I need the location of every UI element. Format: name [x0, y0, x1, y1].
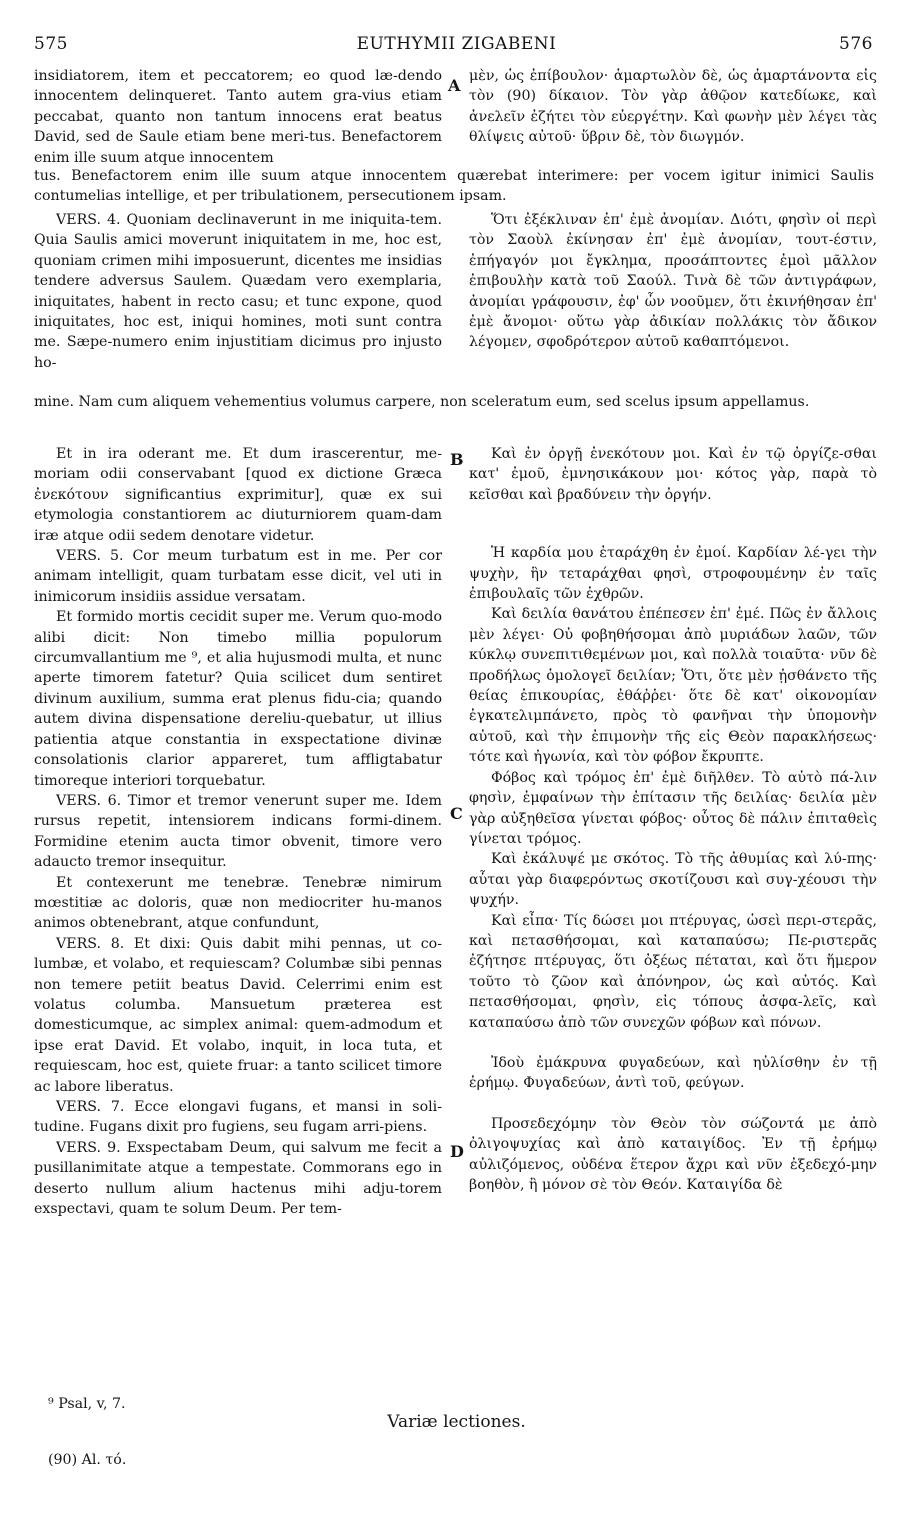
- left-column-ira: [34, 444, 442, 1219]
- left-page-number: 575: [34, 34, 68, 54]
- left-paragraph-vers6: VERS. 6. Timor et tremor venerunt super me. Idem rursus repetit, intensiorem indicans formi-dinem. Formidine etenim aucta timor obvenit, timore vero adaucto tremor insequitur.: [34, 792, 442, 871]
- left-paragraph-formido: Et formido mortis cecidit super me. Verum quo-modo alibi dicit: Non timebo millia populorum circumvallantium me ⁹, et alia hujusmodi multa, et nunc aperte timorem fatetur? Quia scilicet dum sentiret divinum auxilium, summa erat plenus fidu-cia; quando autem divina dispensatione dereliu-quebatur, ut illius patientia atque constantia in exspectatione divinæ consolationis clarior appareret, tum affligtabatur timoreque interiori torquebatur.: [34, 609, 442, 789]
- left-column-vers4: [34, 210, 442, 373]
- margin-letter-a: A: [448, 76, 461, 95]
- right-paragraph-prosedechomen: Προσεδεχόμην τὸν Θεὸν τὸν σώζοντά με ἀπὸ ὀλιγοψυχίας καὶ ἀπὸ καταιγίδος. Ἐν τῇ ἐρήμῳ αὐλιζόμενος, οὐδένα ἕτερον ἄχρι καὶ νῦν ἐξεδεχό-μην βοηθὸν, ἢ μόνον σὲ τὸν Θεόν. Καταιγίδα δὲ: [469, 1115, 877, 1193]
- right-paragraph: μὲν, ὡς ἐπίβουλον· ἁμαρτωλὸν δὲ, ὡς ἁμαρτάνοντα εἰς τὸν (90) δίκαιον. Τὸν γὰρ ἀθῷον κατεδίωκε, καὶ ἀνελεῖν ἐζήτει τὸν εὐεργέτην. Καὶ φωνὴν μὲν λέγει τὰς θλίψεις αὐτοῦ· ὕβριν δὲ, τὸν διωγμόν.: [469, 68, 877, 146]
- footnote-variant: (90) Al. τό.: [48, 1452, 127, 1468]
- right-paragraph-skotos: Καὶ ἐκάλυψέ με σκότος. Τὸ τῆς ἀθυμίας καὶ λύ-πης· αὗται γὰρ διαφερόντως σκοτίζουσι καὶ συγ-χέουσι τὴν ψυχήν.: [469, 851, 877, 909]
- left-paragraph-vers5: VERS. 5. Cor meum turbatum est in me. Per cor animam intelligit, quam turbatam esse dicit, vel uti in inimicorum insidiis assidue versatam.: [34, 548, 442, 605]
- right-page-number: 576: [839, 34, 873, 54]
- margin-letter-d: D: [450, 1142, 464, 1161]
- right-paragraph-deilia: Καὶ δειλία θανάτου ἐπέπεσεν ἐπ' ἐμέ. Πῶς ἐν ἄλλοις μὲν λέγει· Οὐ φοβηθήσομαι ἀπὸ μυριάδων λαῶν, τῶν κύκλῳ συνεπιτιθεμένων μοι, καὶ πολλὰ τοιαῦτα· νῦν δὲ προδήλως ὁμολογεῖ δειλίαν; Ὅτι, ὅτε μὲν ᾐσθάνετο τῆς θείας ἐπικουρίας, ἐθάῤῥει· ὅτε δὲ κατ' οἰκονομίαν ἐγκατελιμπάνετο, πρὸς τὸ φανῆναι τὴν ὑπομονὴν αὐτοῦ, καὶ τὴν ἐπιμονὴν τῆς εἰς Θεὸν παρακλήσεως· τότε καὶ ἠγωνία, καὶ τὸν φόβον ἔκρυπτε.: [469, 606, 877, 766]
- left-paragraph-vers7: VERS. 7. Ecce elongavi fugans, et mansi in soli-tudine. Fugans dixit pro fugiens, seu fugam arri-piens.: [34, 1099, 442, 1136]
- right-column-vers4: [469, 210, 877, 353]
- right-column-top: [469, 66, 877, 146]
- right-paragraph-pteryges: Καὶ εἶπα· Τίς δώσει μοι πτέρυγας, ὡσεὶ περι-στερᾶς, καὶ πετασθήσομαι, καὶ καταπαύσω; Πε-ριστερᾶς ἐζήτησε πτέρυγας, ὅτι ὀξέως πέταται, καὶ ὅτι ἥμερον τοῦτο τὸ ζῶον καὶ ἀπόνηρον, ὡς καὶ αὐτός. Καὶ πετασθήσομαι, φησὶν, εἰς τόπους ἀσφα-λεῖς, καὶ καταπαύσω ἀπὸ τῶν συνεχῶν φόβων καὶ πόνων.: [469, 912, 877, 1031]
- left-column-top: [34, 66, 442, 166]
- left-paragraph-vers4: VERS. 4. Quoniam declinaverunt in me iniquita-tem. Quia Saulis amici moverunt iniquitatem in me, hoc est, quoniam crimen mihi imposuerunt, dicentes me insidias tendere adversus Saulem. Quædam vero exemplaria, iniquitates, habent in recto casu; et tunc expone, quod iniquitates, hoc est, iniqui homines, moti sunt contra me. Sæpe-numero enim injustitiam dicimus pro injusto ho-: [34, 212, 442, 371]
- margin-letter-c: C: [450, 804, 463, 823]
- margin-letter-b: B: [450, 450, 464, 469]
- spanning-paragraph-2: mine. Nam cum aliquem vehementius volumus carpere, non sceleratum eum, sed scelus ipsum appellamus.: [34, 394, 810, 410]
- right-paragraph-phobos: Φόβος καὶ τρόμος ἐπ' ἐμὲ διῆλθεν. Τὸ αὐτὸ πά-λιν φησὶν, ἐμφαίνων τὴν ἐπίτασιν τῆς δειλίας· δειλία μὲν γὰρ αὐξηθεῖσα γίνεται φόβος· οὗτος δὲ πάλιν ἐπιταθεὶς γίνεται τρόμος.: [469, 769, 877, 847]
- left-paragraph-tenebrae: Et contexerunt me tenebræ. Tenebræ nimirum mœstitiæ ac doloris, quæ non mediocriter hu-manos animos obtenebrant, atque confundunt,: [34, 874, 442, 932]
- spanning-paragraph-1: tus. Benefactorem enim ille suum atque innocentem quærebat interimere: per vocem igitur inimici Saulis contumelias intellige, et per tribulationem, persecutionem ipsam.: [34, 168, 874, 205]
- right-paragraph-emakryna: Ἰδοὺ ἐμάκρυνα φυγαδεύων, καὶ ηὐλίσθην ἐν τῇ ἐρήμῳ. Φυγαδεύων, ἀντὶ τοῦ, φεύγων.: [469, 1054, 877, 1092]
- running-title: EUTHYMII ZIGABENI: [356, 34, 557, 54]
- right-paragraph-kardia: Ἡ καρδία μου ἐταράχθη ἐν ἐμοί. Καρδίαν λέ-γει τὴν ψυχὴν, ἣν τεταράχθαι φησὶ, στροφουμένην ἐν ταῖς ἐπιβουλαῖς τῶν ἐχθρῶν.: [469, 545, 877, 603]
- variae-lectiones-heading: Variæ lectiones.: [387, 1412, 526, 1432]
- right-column-ira: [469, 444, 877, 1195]
- right-paragraph-ira: Καὶ ἐν ὀργῇ ἐνεκότουν μοι. Καὶ ἐν τῷ ὀργίζε-σθαι κατ' ἐμοῦ, ἐμνησικάκουν μοι· κότος γὰρ, παρὰ τὸ κεῖσθαι καὶ βραδύνειν τὴν ὀργήν.: [469, 446, 877, 503]
- left-paragraph: insidiatorem, item et peccatorem; eo quod læ-dendo innocentem delinqueret. Tanto autem gra-vius etiam peccabat, quanto non tantum innocens erat beatus David, sed de Saule etiam bene meri-tus. Benefactorem enim ille suum atque innocentem: [34, 68, 442, 166]
- footnote-psal: ⁹ Psal, v, 7.: [48, 1396, 126, 1412]
- left-paragraph-vers8: VERS. 8. Et dixi: Quis dabit mihi pennas, ut co-lumbæ, et volabo, et requiescam? Columbæ sibi pennas non temere petiit beatus David. Celerrimi enim est volatus columba. Mansuetum præterea est domesticumque, ac simplex animal: quem-admodum et ipse erat David. Et volabo, inquit, in loca tuta, et requiescam, hoc est, quiete fruar: a tanto scilicet timore ac labore liberatus.: [34, 935, 442, 1095]
- left-paragraph-ira: Et in ira oderant me. Et dum irascerentur, me-moriam odii conservabant [quod ex dictione Græca ἐνεκότουν significantius exprimitur], quæ ex sui etymologia constantiorem ac diuturniorem quam-dam iræ atque odii sedem denotare videtur.: [34, 446, 442, 544]
- right-paragraph-vers4: Ὅτι ἐξέκλιναν ἐπ' ἐμὲ ἀνομίαν. Διότι, φησὶν οἱ περὶ τὸν Σαοὺλ ἐκίνησαν ἐπ' ἐμὲ ἀνομίαν, τουτ-έστιν, ἐπήγαγόν μοι ἔγκλημα, προσάπτοντες ἐμοὶ μᾶλλον ἐπιβουλὴν κατὰ τοῦ Σαούλ. Τινὰ δὲ τῶν ἀντιγράφων, ἀνομίαι γράφουσιν, ἐφ' ὧν νοοῦμεν, ὅτι ἐκινήθησαν ἐπ' ἐμὲ ἄνομοι· οὕτω γὰρ ἀδικίαν πολλάκις τὸν ἄδικον λέγομεν, σφοδρότερον αὐτοῦ καθαπτόμενοι.: [469, 212, 877, 351]
- left-paragraph-vers9: VERS. 9. Exspectabam Deum, qui salvum me fecit a pusillanimitate atque a tempestate. Commorans ego in deserto nullum alium hactenus mihi adju-torem exspectavi, quam te solum Deum. Per tem-: [34, 1139, 442, 1218]
